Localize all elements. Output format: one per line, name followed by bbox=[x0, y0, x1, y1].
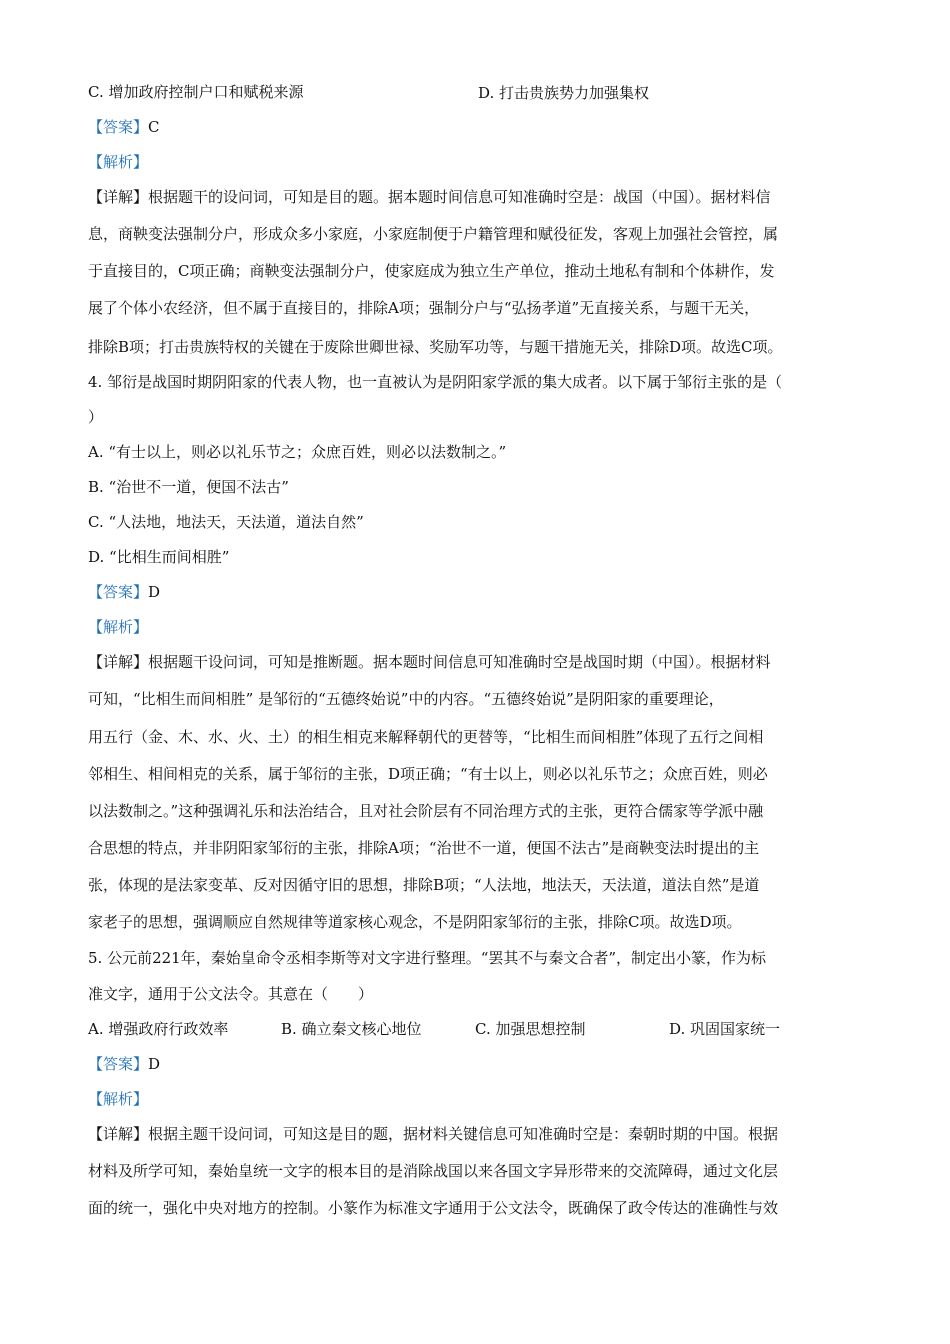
answer-label: 【答案】 bbox=[88, 583, 149, 601]
q4-option-b: B. “治世不一道，便国不法古” bbox=[88, 478, 289, 496]
q4-detail-line-6: 合思想的特点，并非阴阳家邹衍的主张，排除A项；“治世不一道，便国不法古”是商鞅变法时提出的主 bbox=[88, 839, 760, 857]
answer-value: D bbox=[148, 1055, 161, 1073]
q5-stem-line-2: 准文字，通用于公文法令。其意在（ ） bbox=[88, 985, 374, 1003]
q4-option-d: D. “比相生而间相胜” bbox=[88, 548, 230, 566]
q3-detail-line-2: 息，商鞅变法强制分户，形成众多小家庭，小家庭制便于户籍管理和赋役征发，客观上加强社会管控，属 bbox=[88, 225, 779, 243]
q4-detail-line-5: 以法数制之。”这种强调礼乐和法治结合，且对社会阶层有不同治理方式的主张，更符合儒家等学派中融 bbox=[88, 802, 764, 820]
detail-text: 根据主题干设问词，可知这是目的题，据材料关键信息可知准确时空是：秦朝时期的中国。根据 bbox=[148, 1125, 779, 1143]
q3-detail-line-5: 排除B项；打击贵族特权的关键在于废除世卿世禄、奖励军功等，与题干措施无关，排除D项。故选C项。 bbox=[88, 338, 783, 356]
answer-label: 【答案】 bbox=[88, 118, 149, 136]
detail-label: 【详解】 bbox=[88, 1125, 149, 1143]
q4-detail-line-1 bbox=[88, 652, 771, 672]
q5-option-b: B. 确立秦文核心地位 bbox=[281, 1020, 422, 1038]
q5-option-d: D. 巩固国家统一 bbox=[669, 1020, 781, 1038]
q5-detail-line-1 bbox=[88, 1124, 778, 1144]
detail-label: 【详解】 bbox=[88, 188, 149, 206]
q4-detail-line-2: 可知，“比相生而间相胜” 是邹衍的“五德终始说”中的内容。“五德终始说”是阴阳家的重要理论， bbox=[88, 690, 724, 708]
detail-text: 根据题干设问词，可知是推断题。据本题时间信息可知准确时空是战国时期（中国）。根据材料 bbox=[148, 653, 771, 671]
q4-analysis-label: 【解析】 bbox=[88, 618, 149, 636]
q5-detail-line-2: 材料及所学可知，秦始皇统一文字的根本目的是消除战国以来各国文字异形带来的交流障碍，通过文化层 bbox=[88, 1162, 779, 1180]
q3-option-c: C. 增加政府控制户口和赋税来源 bbox=[88, 83, 304, 101]
q4-detail-line-3: 用五行（金、木、水、火、土）的相生相克来解释朝代的更替等，“比相生而间相胜”体现了五行之间相 bbox=[88, 728, 764, 746]
q4-option-c: C. “人法地，地法天，天法道，道法自然” bbox=[88, 513, 364, 531]
q5-stem-line-1: 5. 公元前221年，秦始皇命令丞相李斯等对文字进行整理。“罢其不与秦文合者”，制定出小篆，作为标 bbox=[88, 949, 767, 967]
q4-option-a: A. “有士以上，则必以礼乐节之；众庶百姓，则必以法数制之。” bbox=[88, 443, 507, 461]
q5-analysis-label: 【解析】 bbox=[88, 1090, 149, 1108]
q4-stem-line-2: ） bbox=[88, 408, 104, 426]
q3-detail-line-4: 展了个体小农经济，但不属于直接目的，排除A项；强制分户与“弘扬孝道”无直接关系，与题干无关， bbox=[88, 299, 760, 317]
answer-label: 【答案】 bbox=[88, 1055, 149, 1073]
q3-option-d: D. 打击贵族势力加强集权 bbox=[478, 84, 650, 102]
q3-answer bbox=[88, 117, 160, 137]
q5-answer bbox=[88, 1054, 160, 1074]
detail-label: 【详解】 bbox=[88, 653, 149, 671]
q3-detail-line-1 bbox=[88, 187, 771, 207]
answer-value: D bbox=[148, 583, 161, 601]
answer-value: C bbox=[148, 118, 160, 136]
detail-text: 根据题干的设问词，可知是目的题。据本题时间信息可知准确时空是：战国（中国）。据材料信 bbox=[148, 188, 771, 206]
q4-detail-line-4: 邻相生、相间相克的关系，属于邹衍的主张，D项正确；“有士以上，则必以礼乐节之；众庶百姓，则必 bbox=[88, 765, 768, 783]
q5-detail-line-3: 面的统一，强化中央对地方的控制。小篆作为标准文字通用于公文法令，既确保了政令传达的准确性与效 bbox=[88, 1199, 779, 1217]
q4-stem-line-1: 4. 邹衍是战国时期阴阳家的代表人物，也一直被认为是阴阳家学派的集大成者。以下属于邹衍主张的是（ bbox=[88, 373, 783, 391]
q5-option-a: A. 增强政府行政效率 bbox=[88, 1020, 229, 1038]
q4-detail-line-8: 家老子的思想，强调顺应自然规律等道家核心观念，不是阴阳家邹衍的主张，排除C项。故选D项。 bbox=[88, 913, 742, 931]
q5-option-c: C. 加强思想控制 bbox=[475, 1020, 586, 1038]
q4-answer bbox=[88, 582, 160, 602]
q4-detail-line-7: 张，体现的是法家变革、反对因循守旧的思想，排除B项；“人法地，地法天，天法道，道法自然”是道 bbox=[88, 876, 760, 894]
q3-analysis-label: 【解析】 bbox=[88, 153, 149, 171]
q3-options-row bbox=[88, 82, 303, 102]
q5-options-row bbox=[88, 1019, 868, 1039]
q3-detail-line-3: 于直接目的，C项正确；商鞅变法强制分户，使家庭成为独立生产单位，推动土地私有制和个体耕作，发 bbox=[88, 262, 775, 280]
